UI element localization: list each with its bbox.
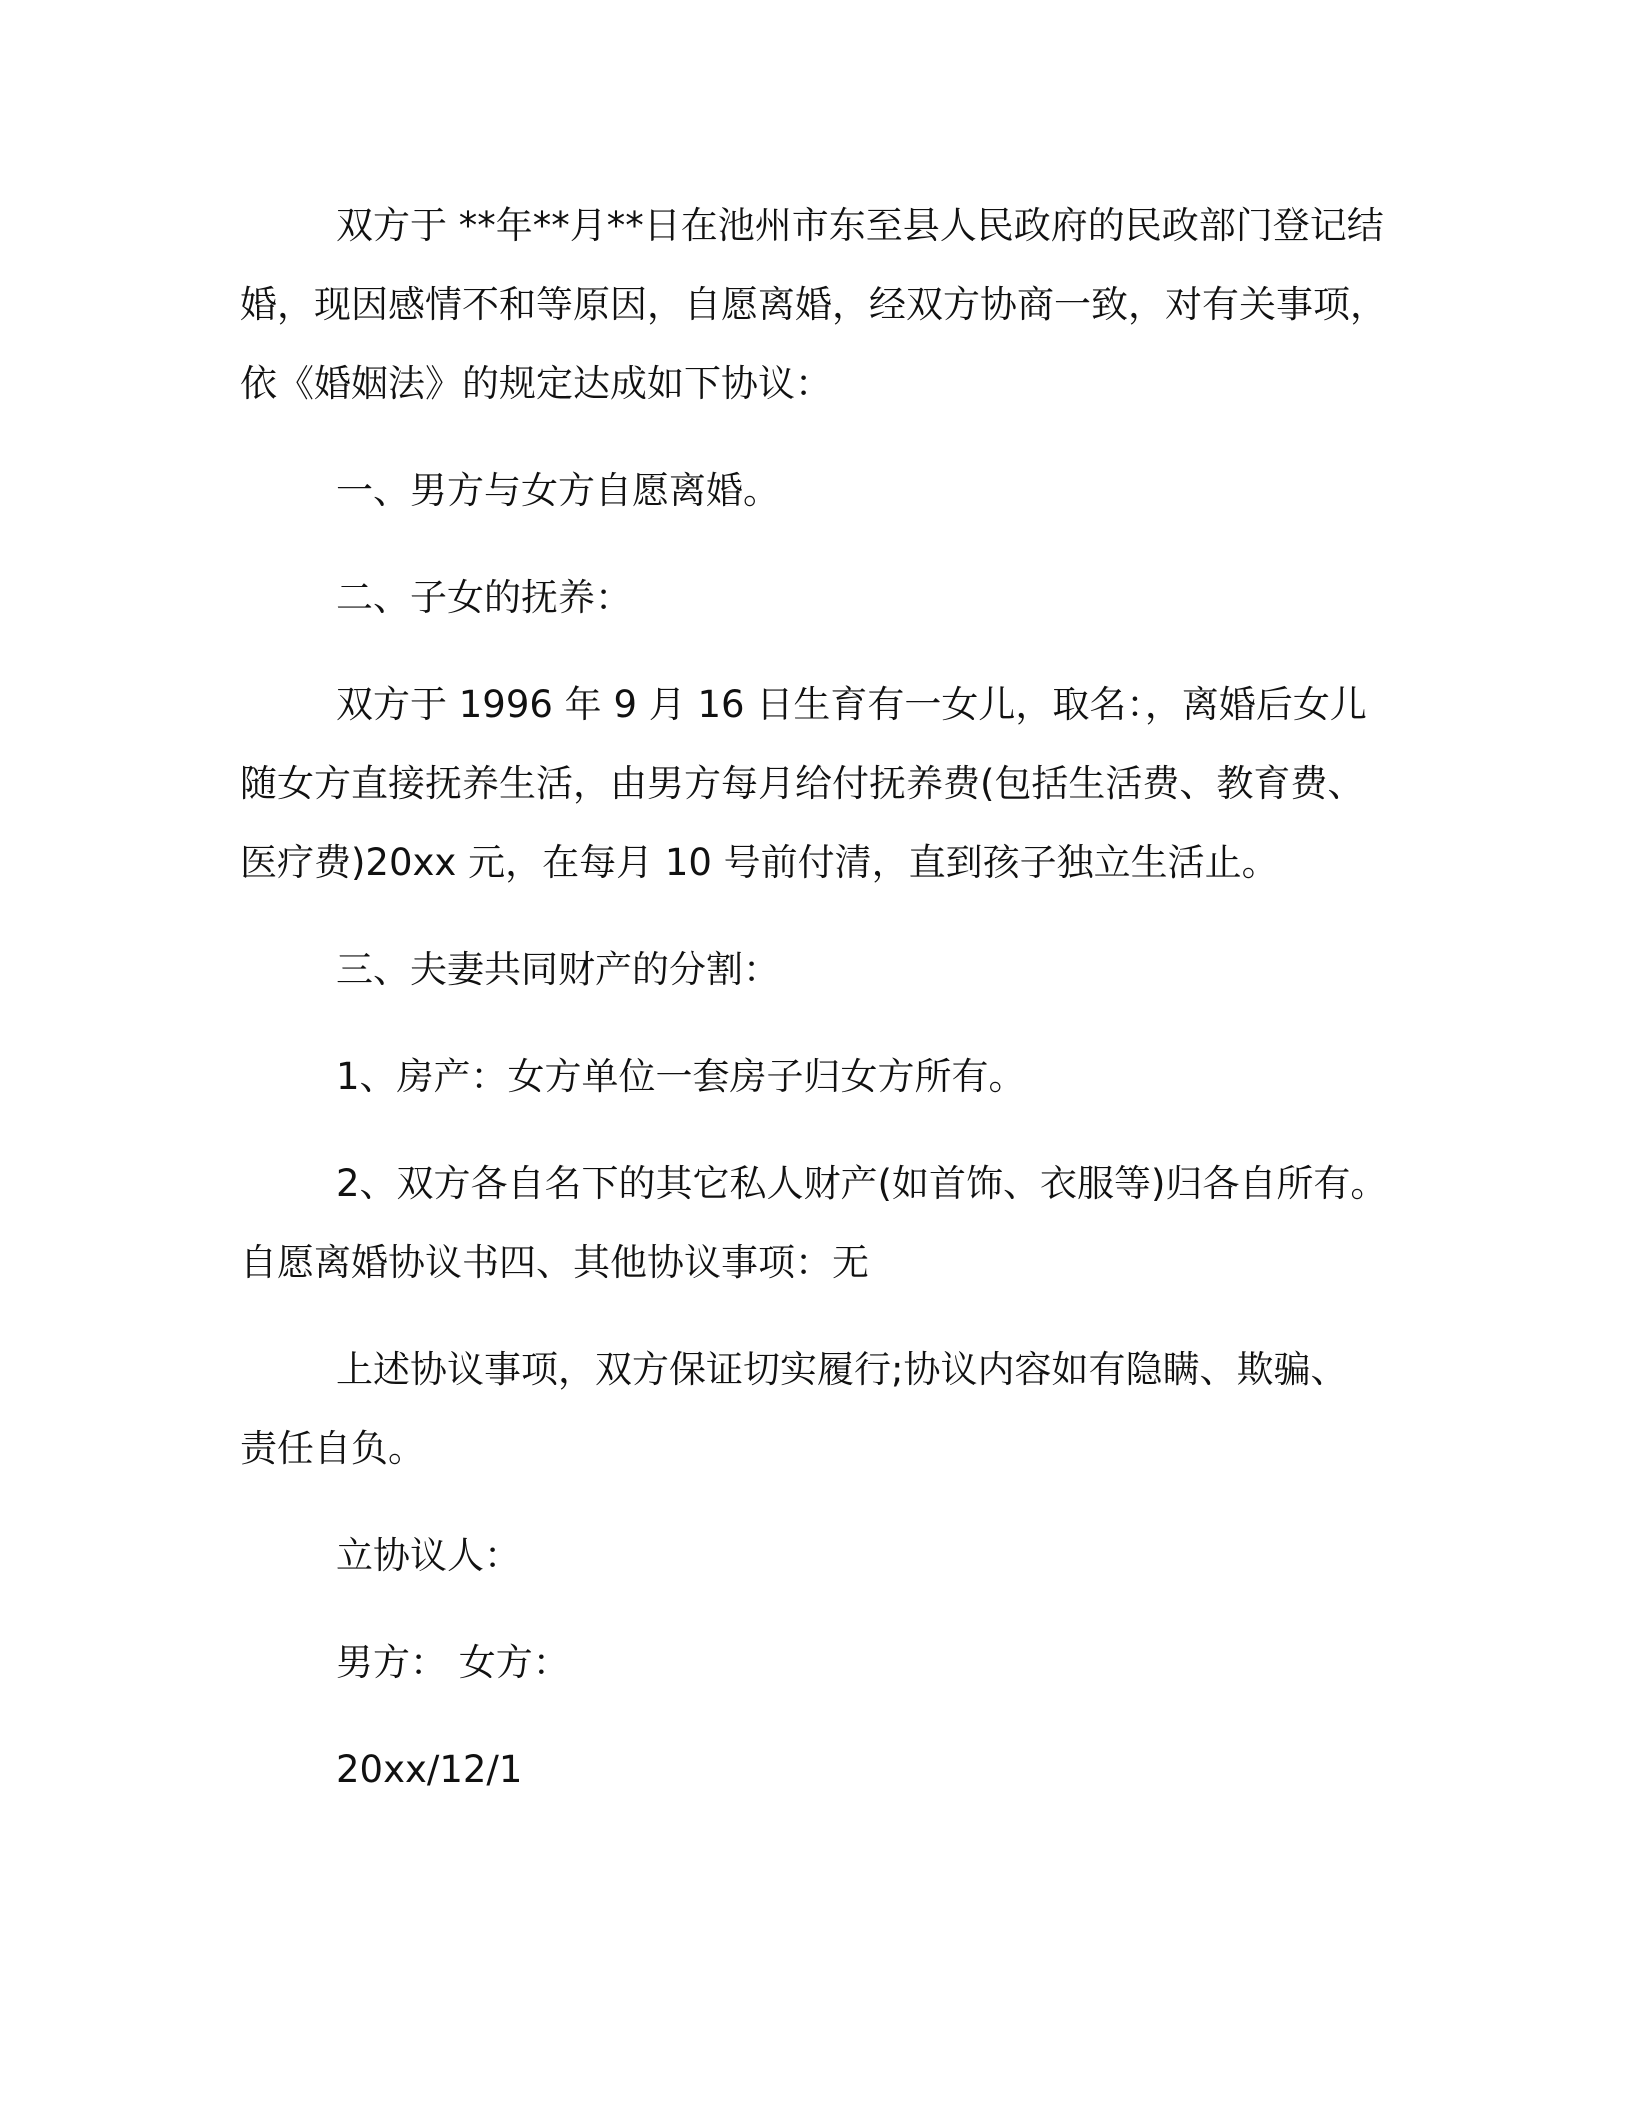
text-line: 一、男方与女方自愿离婚。 [336, 469, 780, 512]
text-line: 2、双方各自名下的其它私人财产(如首饰、衣服等)归各自所有。 [336, 1162, 1388, 1205]
text-line: 依《婚姻法》的规定达成如下协议： [240, 362, 832, 405]
paragraph [240, 186, 1390, 423]
paragraph-gap [240, 1009, 1390, 1037]
text-line: 上述协议事项，双方保证切实履行;协议内容如有隐瞒、欺骗、 [336, 1348, 1348, 1391]
paragraph-gap [240, 423, 1390, 451]
text-line: 男方： 女方： [336, 1641, 570, 1684]
paragraph [240, 1037, 1390, 1116]
paragraph-gap [240, 1302, 1390, 1330]
paragraph-gap [240, 1702, 1390, 1730]
paragraph-gap [240, 902, 1390, 930]
paragraph [240, 558, 1390, 637]
paragraph [240, 930, 1390, 1009]
paragraph [240, 665, 1390, 902]
text-line: 20xx/12/1 [336, 1748, 523, 1791]
paragraph [240, 1144, 1390, 1302]
paragraph [240, 1516, 1390, 1595]
text-line: 双方于 1996 年 9 月 16 日生育有一女儿，取名：，离婚后女儿 [336, 683, 1367, 726]
paragraph-gap [240, 1595, 1390, 1623]
document-body [240, 186, 1390, 1809]
text-line: 责任自负。 [240, 1427, 425, 1470]
paragraph-gap [240, 530, 1390, 558]
paragraph-gap [240, 637, 1390, 665]
paragraph-gap [240, 1488, 1390, 1516]
text-line: 二、子女的抚养： [336, 576, 632, 619]
paragraph [240, 1330, 1390, 1488]
paragraph [240, 1623, 1390, 1702]
text-line: 双方于 **年**月**日在池州市东至县人民政府的民政部门登记结 [336, 204, 1384, 247]
text-line: 婚，现因感情不和等原因，自愿离婚，经双方协商一致，对有关事项， [240, 283, 1387, 326]
text-line: 1、房产：女方单位一套房子归女方所有。 [336, 1055, 1026, 1098]
paragraph [240, 451, 1390, 530]
text-line: 三、夫妻共同财产的分割： [336, 948, 780, 991]
text-line: 医疗费)20xx 元，在每月 10 号前付清，直到孩子独立生活止。 [240, 841, 1279, 884]
text-line: 自愿离婚协议书四、其他协议事项：无 [240, 1241, 869, 1284]
paragraph [240, 1730, 1390, 1809]
text-line: 立协议人： [336, 1534, 521, 1577]
paragraph-gap [240, 1116, 1390, 1144]
text-line: 随女方直接抚养生活，由男方每月给付抚养费(包括生活费、教育费、 [240, 762, 1365, 805]
